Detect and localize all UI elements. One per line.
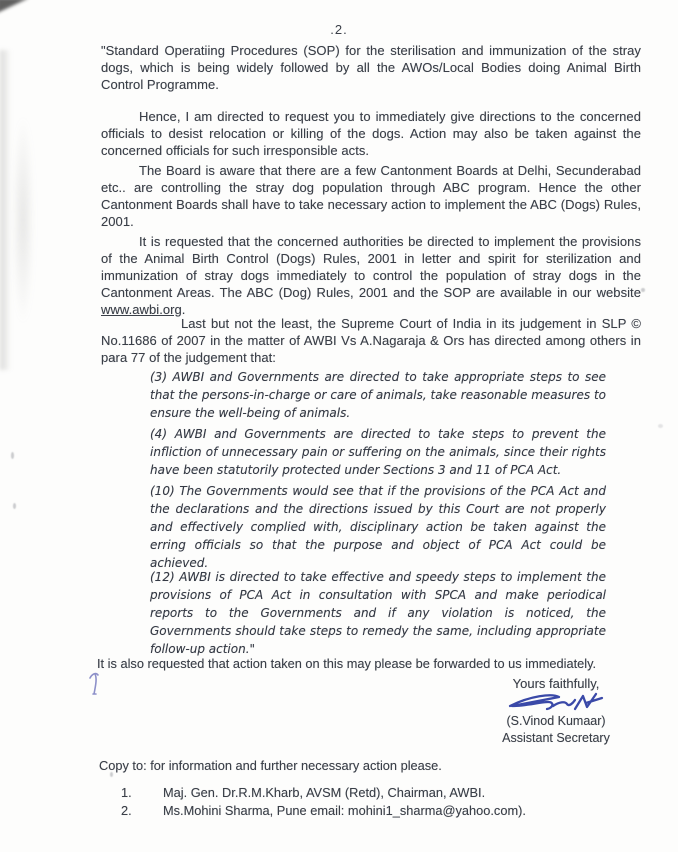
signatory-title: Assistant Secretary xyxy=(502,731,610,745)
paragraph-board: The Board is aware that there are a few Cantonment Boards at Delhi, Secunderabad etc.. are controlling the stray dog population through ABC program. Hence the other Cantonment Boards shall have to take necessary action to implement the ABC (Dogs) Rules, 2001. xyxy=(101,163,641,229)
copy-item-text: Ms.Mohini Sharma, Pune email: mohini1_sharma@yahoo.com). xyxy=(163,802,526,818)
copy-to-heading: Copy to: for information and further necessary action please. xyxy=(99,758,442,773)
quote-para-4: (4) AWBI and Governments are directed to take steps to prevent the infliction of unnecessary pain or suffering on the animals, since their rights have been statutorily protected under Sections 3 and 11 of PCA Act. xyxy=(150,427,606,477)
scan-speckle xyxy=(658,424,663,428)
signatory-name: (S.Vinod Kumaar) xyxy=(506,714,606,728)
copy-list-item xyxy=(121,784,526,802)
page-number: .2. xyxy=(330,22,348,37)
paragraph-request xyxy=(101,233,641,318)
paragraph-request-text: It is requested that the concerned authorities be directed to implement the provisions of the Animal Birth Control (Dogs) Rules, 2001 in letter and spirit for sterilization and immunization of stray dogs immediately to control the population of stray dogs in the Cantonment Areas. The ABC (Dog) Rules, 2001 and the SOP are available in our website xyxy=(101,234,641,300)
paragraph-sop: "Standard Operatiing Procedures (SOP) for the sterilisation and immunization of the stray dogs, which is being widely followed by all the AWOs/Local Bodies doing Animal Birth Control Programme. xyxy=(101,43,641,92)
signature-block xyxy=(494,676,618,746)
copy-item-number: 2. xyxy=(121,802,132,818)
scan-speckle xyxy=(11,452,14,459)
scan-speckle xyxy=(641,288,645,292)
paragraph-hence: Hence, I am directed to request you to immediately give directions to the concerned officials to desist relocation or killing of the dogs. Action may also be taken against the concerned officials for such irresponsible acts. xyxy=(101,109,641,158)
paragraph-action-taken: It is also requested that action taken on this may please be forwarded to us immediately. xyxy=(97,656,597,671)
copy-to-list xyxy=(121,784,526,819)
quote-para-10: (10) The Governments would see that if the provisions of the PCA Act and the declarations and the directions issued by this Court are not properly and effectively complied with, disciplinary action be taken against the erring officials so that the purpose and object of PCA Act could be achieved. xyxy=(150,484,606,570)
copy-item-number: 1. xyxy=(121,785,132,800)
quote-para-12: (12) AWBI is directed to take effective and speedy steps to implement the provisions of PCA Act in consultation with SPCA and make periodical reports to the Governments and if any violation is noticed, the Governments should take steps to remedy the same, including appropriate follow-up action." xyxy=(150,570,606,656)
signature-scribble-icon xyxy=(504,689,608,717)
scan-corner-shadow xyxy=(0,0,29,13)
pen-mark-icon xyxy=(86,670,104,707)
copy-list-item xyxy=(121,802,526,820)
scan-edge-smudge xyxy=(12,115,34,325)
scan-speckle xyxy=(13,503,16,509)
paragraph-supreme-court: Last but not the least, the Supreme Court of India in its judgement in SLP © No.11686 of 2007 in the matter of AWBI Vs A.Nagaraja & Ors has directed among others in para 77 of the judgement that: xyxy=(101,316,641,365)
awbi-website-link[interactable]: www.awbi.org xyxy=(101,302,182,317)
paragraph-request-period: . xyxy=(181,302,186,317)
quote-para-3: (3) AWBI and Governments are directed to take appropriate steps to see that the persons-in-charge or care of animals, take reasonable measures to ensure the well-being of animals. xyxy=(150,370,606,420)
copy-item-text: Maj. Gen. Dr.R.M.Kharb, AVSM (Retd), Chairman, AWBI. xyxy=(163,785,486,800)
valediction: Yours faithfully, xyxy=(512,676,600,691)
scan-edge-streak xyxy=(0,50,11,370)
